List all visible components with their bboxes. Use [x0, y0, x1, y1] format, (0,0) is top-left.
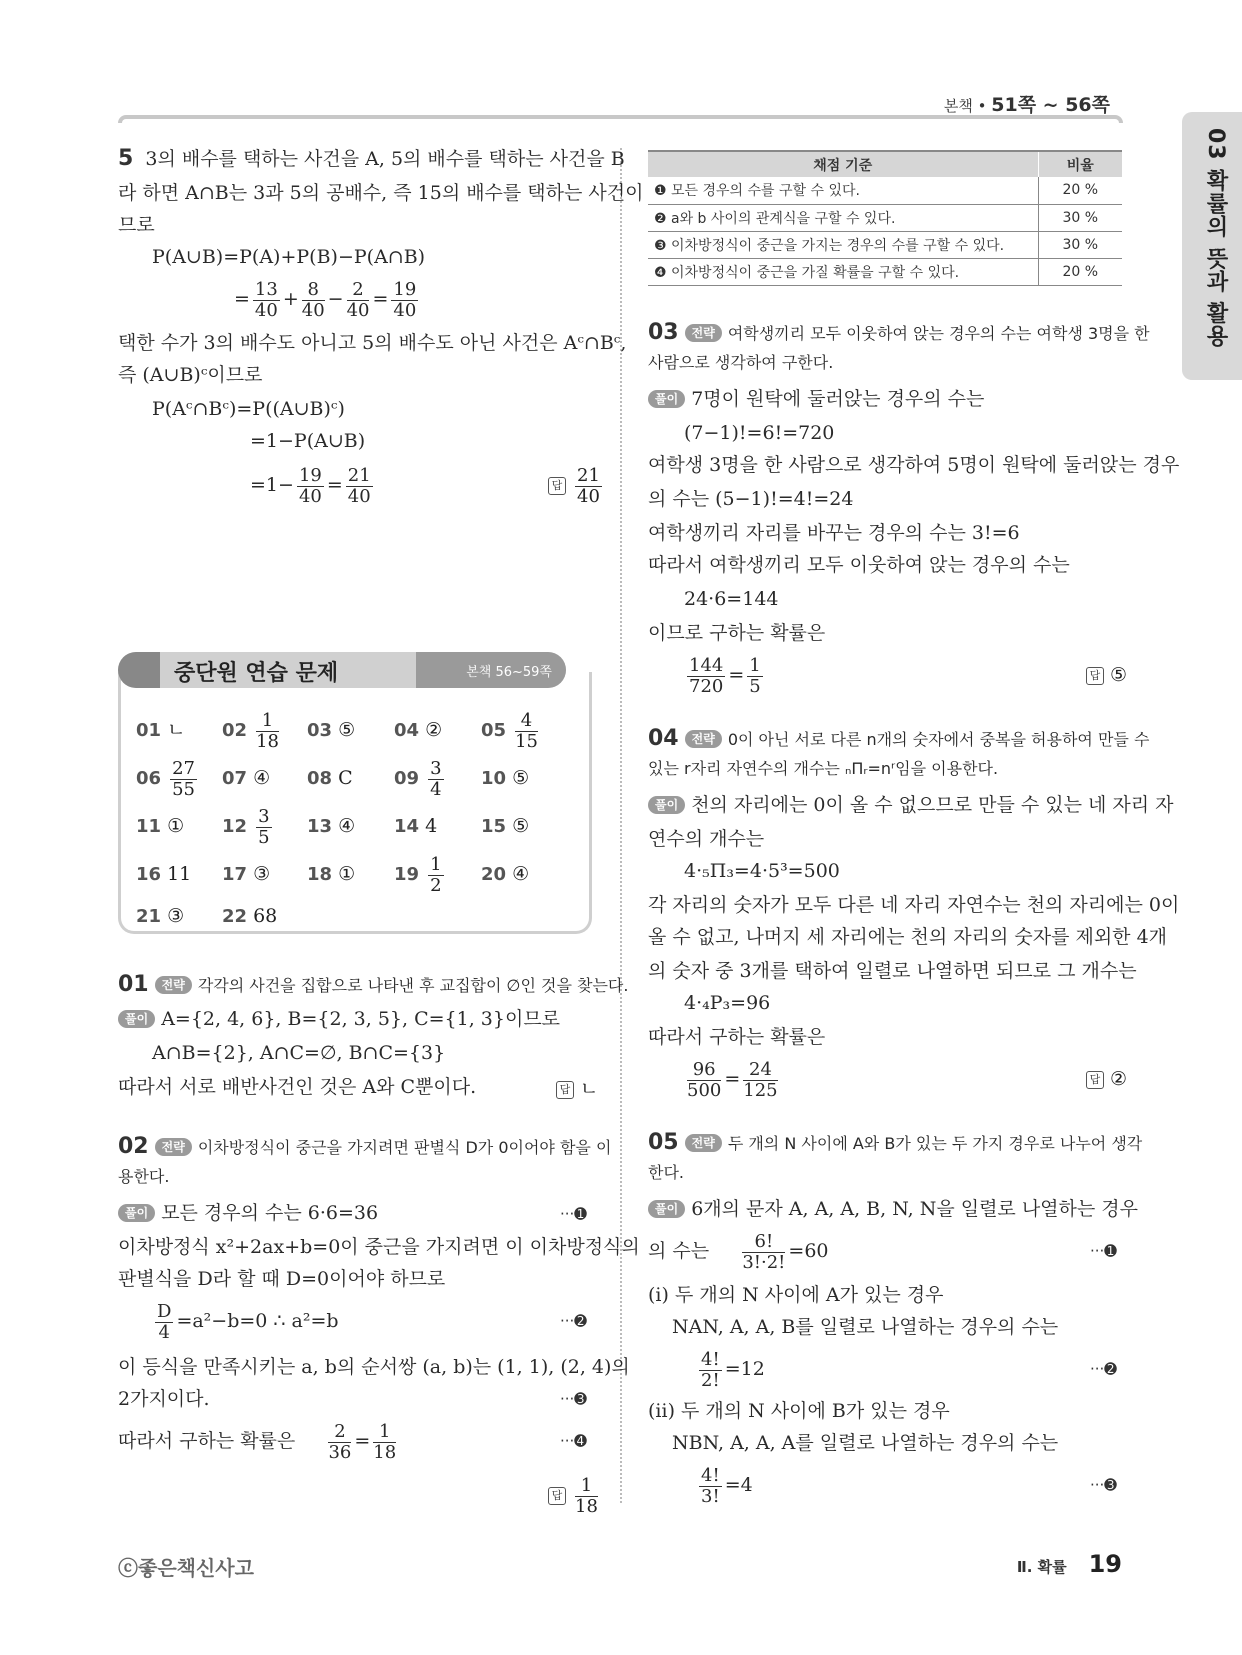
answer-value: C: [338, 767, 353, 789]
q04-strategy2: 있는 r자리 자연수의 개수는 ₙΠᵣ=nʳ임을 이용한다.: [648, 759, 999, 778]
answer-value: ③: [167, 905, 185, 927]
strategy-text: 이차방정식이 중근을 가지려면 판별식 D가 0이어야 함을 이: [197, 1138, 612, 1157]
answer-item: [394, 708, 442, 753]
q01-text1: A={2, 4, 6}, B={2, 3, 5}, C={1, 3}이므로: [161, 1008, 561, 1030]
q05-text1: 6개의 문자 A, A, A, B, N, N을 일렬로 나열하는 경우: [691, 1198, 1138, 1220]
q05-case2: (ⅱ) 두 개의 N 사이에 B가 있는 경우: [648, 1400, 950, 1422]
answer-item: [394, 804, 437, 849]
answer-number: 04: [394, 720, 420, 741]
fraction: $\frac{1}{18}$: [575, 1474, 598, 1517]
answer-value: ⑤: [338, 719, 356, 741]
score-table-header: [648, 151, 1122, 177]
answer-number: 14: [394, 816, 420, 837]
q02-line4: 이 등식을 만족시키는 a, b의 순서쌍 (a, b)는 (1, 1), (2, 4)의: [118, 1356, 630, 1378]
problem5-eq3: P(Aᶜ∩Bᶜ)=P((A∪B)ᶜ): [152, 398, 345, 420]
fraction: $\frac{2}{40}$: [346, 278, 370, 321]
q04-line8: 따라서 구하는 확률은: [648, 1026, 826, 1048]
fraction: $\frac{1}{5}$: [749, 654, 761, 697]
question-number: 02: [118, 1134, 149, 1159]
q05-strategy1: [648, 1130, 1142, 1157]
strategy-tag: 전략: [685, 324, 722, 342]
answer-value: ②: [1110, 1068, 1128, 1090]
q04-line5: 올 수 없고, 나머지 세 자리에는 천의 자리의 숫자를 제외한 4개: [648, 926, 1168, 948]
table-row: [648, 258, 1122, 285]
problem5-line5: 즉 (A∪B)ᶜ이므로: [118, 364, 263, 386]
q02-mark1: ···➊: [560, 1205, 587, 1223]
ratio-cell: 30 %: [1038, 231, 1122, 258]
answer-item: [481, 756, 529, 801]
fraction: $\frac{3}{4}$: [430, 757, 442, 800]
fraction: $\frac{1}{2}$: [430, 853, 442, 896]
answer-number: 02: [222, 720, 248, 741]
q05-case2-line: NBN, A, A, A를 일렬로 나열하는 경우의 수는: [672, 1432, 1059, 1454]
problem5-line4: 택한 수가 3의 배수도 아니고 5의 배수도 아닌 사건은 Aᶜ∩Bᶜ,: [118, 332, 627, 354]
answer-value: ④: [338, 815, 356, 837]
question-number: 03: [648, 320, 679, 345]
answer-value: 68: [253, 905, 278, 927]
problem5-eq1: P(A∪B)=P(A)+P(B)−P(A∩B): [152, 246, 426, 268]
strategy-text: 0이 아닌 서로 다른 n개의 숫자에서 중복을 허용하여 만들 수: [727, 730, 1150, 749]
answer-item: [222, 756, 270, 801]
problem-number: 5: [118, 146, 134, 171]
answer-value: ⑤: [512, 815, 530, 837]
question-number: 05: [648, 1130, 679, 1155]
q02-mark4: ···➍: [560, 1432, 587, 1450]
strategy-text: 각각의 사건을 집합으로 나타낸 후 교집합이 ∅인 것을 찾는다.: [197, 976, 629, 995]
answer-value: 11: [167, 863, 192, 885]
problem5-answer: [548, 462, 605, 508]
q03-text1: 7명이 원탁에 둘러앉는 경우의 수는: [691, 388, 985, 410]
fraction: $\frac{4}{15}$: [515, 709, 538, 752]
side-tab-label: 03 확률의 뜻과 활용: [1203, 128, 1228, 348]
answer-value: ㄴ: [167, 719, 186, 741]
answer-number: 15: [481, 816, 507, 837]
q02-line5: 2가지이다.: [118, 1388, 210, 1410]
answer-value: ①: [167, 815, 185, 837]
solution-tag: 풀이: [648, 1200, 685, 1218]
strategy-tag: 전략: [685, 730, 722, 748]
q03-line5: 여학생끼리 자리를 바꾸는 경우의 수는 3!=6: [648, 522, 1020, 544]
q04-answer: [1086, 1068, 1127, 1090]
problem5-eq5: =1− $\frac{19}{40}$ = $\frac{21}{40}$: [250, 464, 371, 507]
q02-line3: 판별식을 D라 할 때 D=0이어야 하므로: [118, 1268, 446, 1290]
answer-number: 22: [222, 906, 248, 927]
answer-value: ④: [253, 767, 271, 789]
strategy-tag: 전략: [685, 1134, 722, 1152]
top-divider: [118, 115, 1123, 123]
problem5-text1: 3의 배수를 택하는 사건을 A, 5의 배수를 택하는 사건을 B: [145, 148, 625, 170]
answer-item: [222, 894, 277, 939]
criteria-cell: ❸ 이차방정식이 중근을 가지는 경우의 수를 구할 수 있다.: [648, 231, 1038, 258]
answer-number: 20: [481, 864, 507, 885]
problem5-eq2: = $\frac{13}{40}$ + $\frac{8}{40}$ − $\frac{2}{40}$ = $\frac{19}{40}$: [234, 278, 417, 321]
criteria-cell: ❹ 이차방정식이 중근을 가질 확률을 구할 수 있다.: [648, 258, 1038, 285]
problem5-line3: 므로: [118, 214, 155, 236]
header-decoration: [118, 652, 160, 688]
answer-item: [394, 852, 447, 897]
answer-value: 4: [425, 815, 438, 837]
answer-item: [222, 852, 270, 897]
q03-answer: [1086, 664, 1127, 686]
answer-number: 06: [136, 768, 162, 789]
answer-item: [307, 804, 355, 849]
answer-icon: 답: [1086, 1071, 1104, 1089]
q01-line2: A∩B={2}, A∩C=∅, B∩C={3}: [152, 1042, 446, 1064]
answer-number: 16: [136, 864, 162, 885]
q05-case1-eq: [696, 1346, 765, 1392]
page-range: 51쪽 ~ 56쪽: [991, 94, 1110, 116]
fraction: $\frac{6!}{3!\cdot 2!}$: [742, 1230, 786, 1273]
q05-mark1: ···➊: [1090, 1242, 1117, 1260]
fraction: $\frac{21}{40}$: [347, 464, 371, 507]
answer-number: 07: [222, 768, 248, 789]
q02-eq: [152, 1298, 339, 1344]
q02-mark2: ···➋: [560, 1312, 587, 1330]
criteria-cell: ❷ a와 b 사이의 관계식을 구할 수 있다.: [648, 204, 1038, 231]
q03-line3: 여학생 3명을 한 사람으로 생각하여 5명이 원탁에 둘러앉는 경우: [648, 454, 1180, 476]
fraction: $\frac{21}{40}$: [577, 464, 600, 507]
q02-mark3: ···➌: [560, 1390, 587, 1408]
answer-number: 13: [307, 816, 333, 837]
answer-value: ⑤: [1110, 664, 1128, 686]
footer-page-info: [1017, 1550, 1122, 1578]
ratio-cell: 30 %: [1038, 204, 1122, 231]
q04-line7: 4·₄P₃=96: [684, 992, 771, 1014]
table-row: [648, 231, 1122, 258]
fraction: $\frac{19}{40}$: [298, 464, 322, 507]
q04-eq: $\frac{96}{500}$ = $\frac{24}{125}$: [687, 1058, 778, 1101]
q04-line6: 의 숫자 중 3개를 택하여 일렬로 나열하면 되므로 그 개수는: [648, 960, 1137, 982]
problem5-eq4: =1−P(A∪B): [250, 430, 366, 452]
eq-rest: =12: [724, 1358, 765, 1380]
question-number: 04: [648, 726, 679, 751]
score-table: [648, 150, 1122, 286]
question-number: 01: [118, 972, 149, 997]
answer-icon: 답: [556, 1081, 574, 1099]
table-row: [648, 177, 1122, 204]
q05-line2: [648, 1228, 829, 1274]
q03-line2: (7−1)!=6!=720: [684, 422, 835, 444]
answer-value: ⑤: [512, 767, 530, 789]
answer-icon: 답: [1086, 667, 1104, 685]
q01-line3: 따라서 서로 배반사건인 것은 A와 C뿐이다.: [118, 1076, 477, 1098]
answer-item: [307, 852, 355, 897]
q05-case2-eq: [696, 1462, 753, 1508]
fraction: $\frac{4!}{2!}$: [701, 1348, 720, 1391]
answer-item: [136, 756, 200, 801]
table-row: [648, 204, 1122, 231]
q01-line1: [118, 1006, 560, 1032]
eq-rest: =4: [724, 1474, 753, 1496]
answer-item: [136, 894, 184, 939]
answer-item: [307, 756, 353, 801]
chapter-side-tab: [1182, 112, 1242, 380]
q04-line2: 연수의 개수는: [648, 828, 765, 850]
answer-item: [136, 804, 184, 849]
answer-value: ㄴ: [580, 1078, 599, 1100]
header-ratio: 비율: [1038, 151, 1122, 177]
q05-case1-line: NAN, A, A, B를 일렬로 나열하는 경우의 수는: [672, 1316, 1059, 1338]
answer-number: 18: [307, 864, 333, 885]
chapter-label: Ⅱ. 확률: [1016, 1558, 1067, 1576]
section-title: 중단원 연습 문제: [174, 661, 339, 686]
answer-value: ③: [253, 863, 271, 885]
fraction: $\frac{8}{40}$: [301, 278, 325, 321]
q05-strategy2: 한다.: [648, 1163, 684, 1182]
q05-case1: (ⅰ) 두 개의 N 사이에 A가 있는 경우: [648, 1284, 944, 1306]
solution-tag: 풀이: [648, 796, 685, 814]
q05-mark2: ···➋: [1090, 1360, 1117, 1378]
answer-number: 21: [136, 906, 162, 927]
q03-line8: 이므로 구하는 확률은: [648, 622, 826, 644]
q04-line4: 각 자리의 숫자가 모두 다른 네 자리 자연수는 천의 자리에는 0이: [648, 894, 1180, 916]
q02-strategy2: 용한다.: [118, 1167, 170, 1186]
answer-number: 05: [481, 720, 507, 741]
q02-line1: [118, 1200, 378, 1226]
q03-line1: [648, 386, 984, 412]
answer-item: [481, 852, 529, 897]
solution-tag: 풀이: [118, 1204, 155, 1222]
answer-item: [394, 756, 447, 801]
answer-number: 03: [307, 720, 333, 741]
fraction: $\frac{27}{55}$: [172, 757, 195, 800]
answer-number: 10: [481, 768, 507, 789]
answer-item: [222, 708, 282, 753]
strategy-tag: 전략: [155, 976, 192, 994]
eq-rest: =60: [788, 1240, 829, 1262]
answer-number: 11: [136, 816, 162, 837]
q03-line4: 의 수는 (5−1)!=4!=24: [648, 488, 854, 510]
fraction: $\frac{13}{40}$: [254, 278, 278, 321]
fraction: $\frac{3}{5}$: [258, 805, 270, 848]
answer-item: [481, 804, 529, 849]
answer-value: ④: [512, 863, 530, 885]
solution-tag: 풀이: [648, 390, 685, 408]
answer-number: 08: [307, 768, 333, 789]
q04-text1: 천의 자리에는 0이 올 수 없으므로 만들 수 있는 네 자리 자: [691, 794, 1174, 816]
header-criteria: 채점 기준: [648, 151, 1038, 177]
q01-answer: [556, 1074, 598, 1101]
page-number: 19: [1088, 1550, 1122, 1578]
q02-answer: [548, 1472, 601, 1518]
fraction: $\frac{2}{36}$: [328, 1420, 352, 1463]
fraction: $\frac{1}{18}$: [373, 1420, 397, 1463]
fraction: $\frac{19}{40}$: [393, 278, 417, 321]
answer-value: ①: [338, 863, 356, 885]
ratio-cell: 20 %: [1038, 177, 1122, 204]
section-ref: 본책 56~59쪽: [466, 665, 552, 680]
fraction: $\frac{144}{720}$: [689, 654, 724, 697]
page-reference: 본책 • 51쪽 ~ 56쪽: [943, 94, 1110, 116]
q02-line6: 따라서 구하는 확률은 $\frac{2}{36}$ = $\frac{1}{18}$: [118, 1420, 397, 1463]
fraction: $\frac{1}{18}$: [256, 709, 279, 752]
answer-number: 12: [222, 816, 248, 837]
answer-number: 09: [394, 768, 420, 789]
q03-line7: 24·6=144: [684, 588, 779, 610]
answer-item: [222, 804, 275, 849]
answer-number: 01: [136, 720, 162, 741]
fraction: $\frac{96}{500}$: [687, 1058, 722, 1101]
strategy-text: 두 개의 N 사이에 A와 B가 있는 두 가지 경우로 나누어 생각: [727, 1134, 1143, 1153]
answer-item: [307, 708, 355, 753]
answer-icon: 답: [548, 1487, 566, 1505]
q03-line6: 따라서 여학생끼리 모두 이웃하여 앉는 경우의 수는: [648, 554, 1070, 576]
q01-strategy: [118, 972, 628, 999]
fraction: $\frac{4!}{3!}$: [701, 1464, 720, 1507]
q05-mark3: ···➌: [1090, 1476, 1117, 1494]
q04-line1: [648, 792, 1174, 818]
book-label: 본책: [943, 97, 973, 115]
problem5-line2: 라 하면 A∩B는 3과 5의 공배수, 즉 15의 배수를 택하는 사건이: [118, 182, 644, 204]
answer-item: [136, 852, 191, 897]
answer-number: 17: [222, 864, 248, 885]
answer-number: 19: [394, 864, 420, 885]
answer-item: [481, 708, 541, 753]
publisher-logo: ⓒ좋은책신사고: [118, 1556, 254, 1580]
q03-eq: $\frac{144}{720}$ = $\frac{1}{5}$: [689, 654, 761, 697]
q03-strategy2: 사람으로 생각하여 구한다.: [648, 353, 834, 372]
strategy-text: 여학생끼리 모두 이웃하여 앉는 경우의 수는 여학생 3명을 한: [727, 324, 1150, 343]
eq-prefix: =1−: [250, 474, 294, 496]
q04-strategy1: [648, 726, 1149, 753]
q05-text2: 의 수는: [648, 1240, 710, 1262]
q02-text1: 모든 경우의 수는 6·6=36: [161, 1202, 379, 1224]
eq-sign: =: [234, 288, 250, 310]
q05-line1: [648, 1196, 1138, 1222]
q02-strategy1: [118, 1134, 611, 1161]
answer-item: [136, 708, 185, 753]
criteria-cell: ❶ 모든 경우의 수를 구할 수 있다.: [648, 177, 1038, 204]
eq-rest: =a²−b=0 ∴ a²=b: [176, 1310, 339, 1332]
fraction: $\frac{24}{125}$: [743, 1058, 778, 1101]
q02-text6: 따라서 구하는 확률은: [118, 1430, 296, 1452]
q03-strategy1: [648, 320, 1150, 347]
strategy-tag: 전략: [155, 1138, 192, 1156]
answer-value: ②: [425, 719, 443, 741]
solution-tag: 풀이: [118, 1010, 155, 1028]
ratio-cell: 20 %: [1038, 258, 1122, 285]
section-header: [118, 652, 566, 688]
answer-icon: 답: [548, 477, 566, 495]
fraction: $\frac{D}{4}$: [157, 1300, 172, 1343]
q02-line2: 이차방정식 x²+2ax+b=0이 중근을 가지려면 이 이차방정식의: [118, 1236, 640, 1258]
problem5-line1: [118, 146, 625, 172]
q04-line3: 4·₅Π₃=4·5³=500: [684, 860, 840, 882]
